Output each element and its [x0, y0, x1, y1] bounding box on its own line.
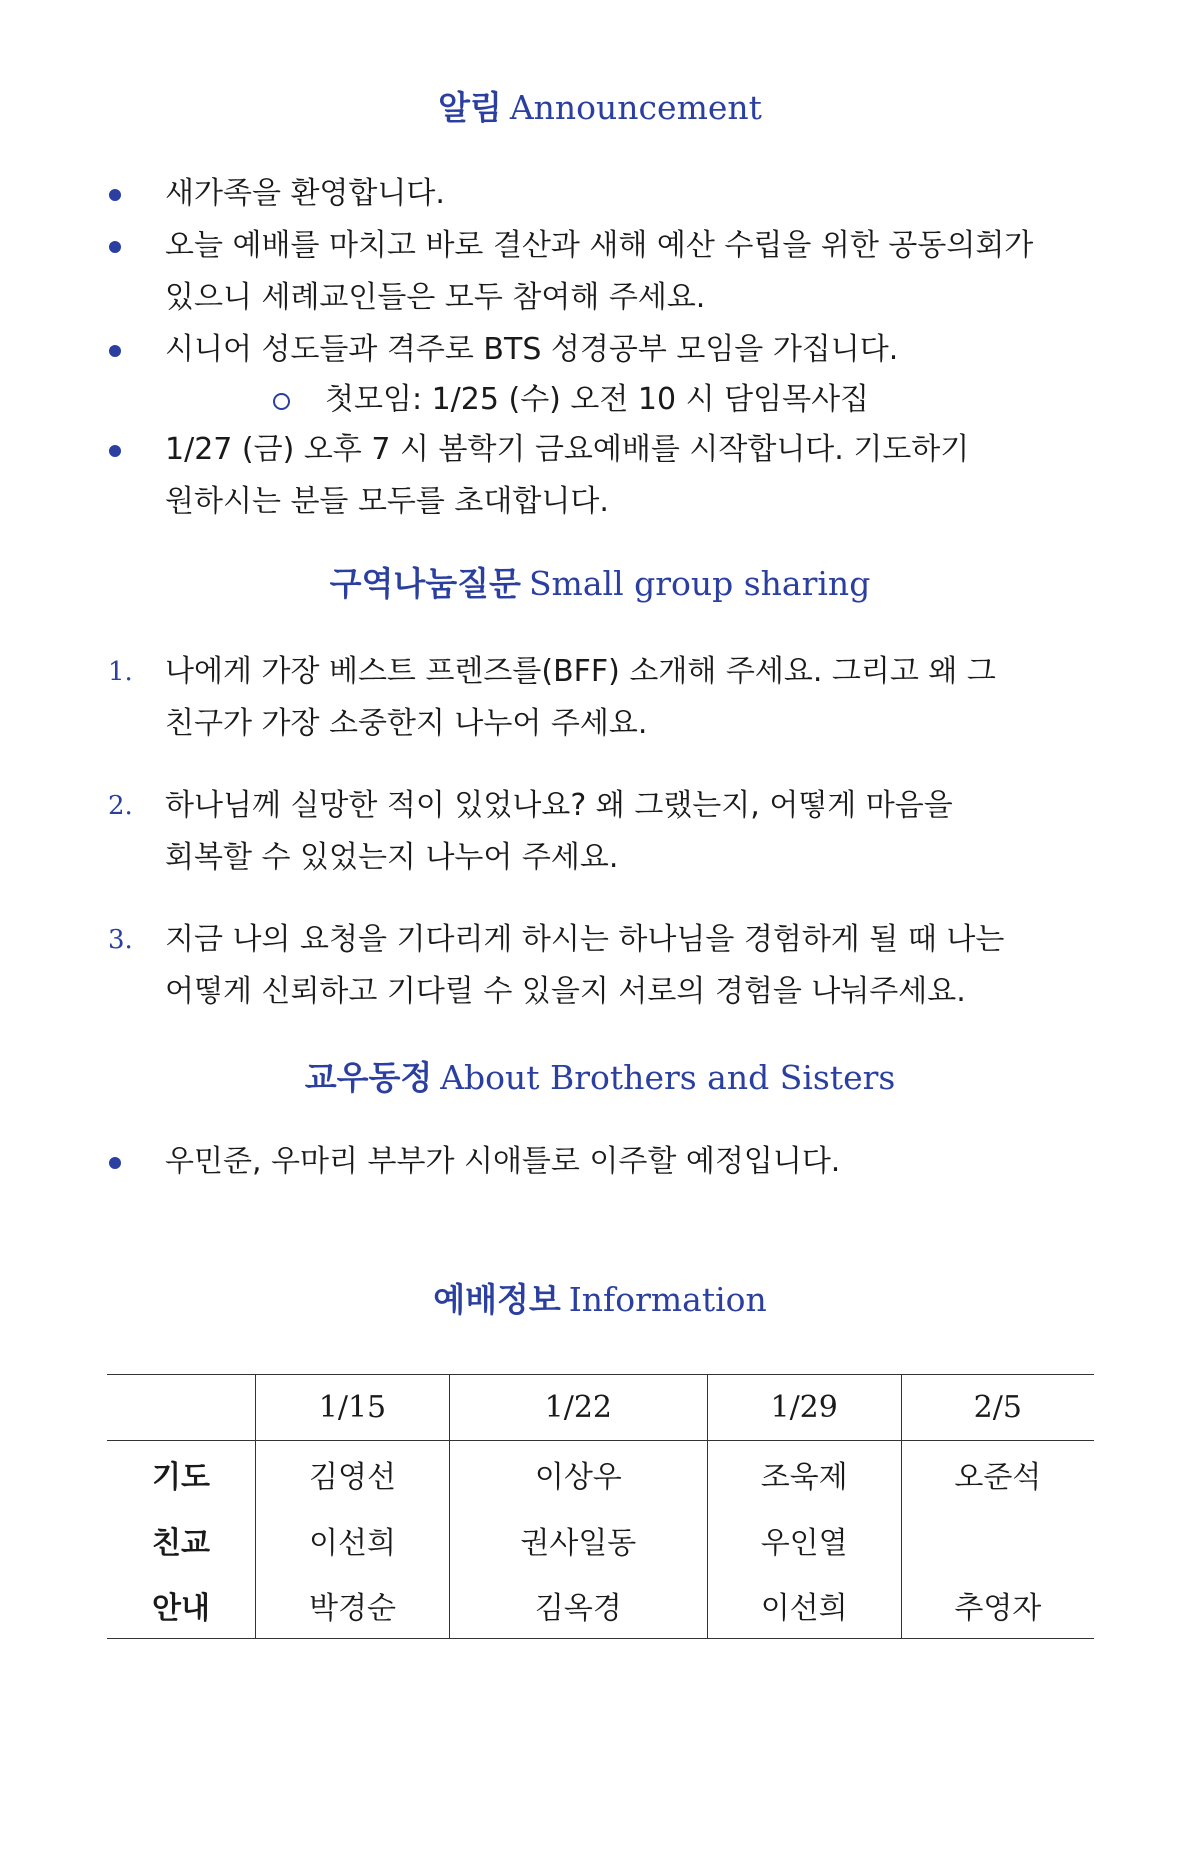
sharing-heading-en: Small group sharing	[528, 564, 871, 603]
announcement-item	[0, 424, 1085, 528]
row-label: 기도	[152, 1459, 210, 1495]
news-line: 우민준, 우마리 부부가 시애틀로 이주할 예정입니다.	[165, 1144, 841, 1179]
announcement-item	[0, 324, 1085, 376]
row-label: 친교	[152, 1525, 210, 1561]
table-cell: 이선희	[256, 1507, 450, 1573]
news-heading-en: About Brothers and Sisters	[440, 1058, 896, 1097]
news-heading	[0, 1056, 1200, 1100]
table-row	[107, 1441, 1094, 1507]
hollow-bullet-icon	[273, 393, 290, 410]
question-line: 어떻게 신뢰하고 기다릴 수 있을지 서로의 경험을 나눠주세요.	[165, 974, 966, 1009]
bullet-icon	[109, 241, 121, 253]
worship-schedule-table	[107, 1374, 1094, 1639]
row-label: 안내	[152, 1591, 210, 1627]
announcement-item	[0, 168, 1085, 220]
info-heading	[0, 1278, 1200, 1322]
table-cell: 박경순	[256, 1573, 450, 1639]
question-line: 지금 나의 요청을 기다리게 하시는 하나님을 경험하게 될 때 나는	[165, 922, 1005, 957]
sharing-list	[0, 646, 1200, 1018]
info-heading-ko: 예배정보	[433, 1280, 561, 1319]
sharing-question	[0, 646, 1085, 750]
table-cell: 추영자	[901, 1573, 1094, 1639]
date-header: 1/15	[256, 1375, 450, 1441]
table-cell: 우인열	[707, 1507, 901, 1573]
announcement-line: 원하시는 분들 모두를 초대합니다.	[165, 484, 609, 519]
announcement-heading-ko: 알림	[438, 88, 502, 127]
announcement-item	[0, 220, 1085, 324]
announcement-line: 있으니 세례교인들은 모두 참여해 주세요.	[165, 280, 706, 315]
announcement-line: 새가족을 환영합니다.	[165, 176, 445, 211]
question-line: 나에게 가장 베스트 프렌즈를(BFF) 소개해 주세요. 그리고 왜 그	[165, 654, 996, 689]
question-line: 친구가 가장 소중한지 나누어 주세요.	[165, 706, 648, 741]
news-heading-ko: 교우동정	[304, 1058, 433, 1097]
date-header: 1/22	[449, 1375, 707, 1441]
date-header: 2/5	[901, 1375, 1094, 1441]
question-line: 회복할 수 있었는지 나누어 주세요.	[165, 840, 619, 875]
table-cell	[901, 1507, 1094, 1573]
sharing-question	[0, 780, 1085, 884]
announcement-list	[0, 168, 1200, 528]
bullet-icon	[109, 189, 121, 201]
news-list	[0, 1136, 1200, 1188]
question-number: 1.	[108, 657, 133, 687]
bullet-icon	[109, 345, 121, 357]
table-row	[107, 1507, 1094, 1573]
sharing-question	[0, 914, 1085, 1018]
table-cell: 이선희	[707, 1573, 901, 1639]
question-number: 3.	[108, 925, 133, 955]
announcement-line: 시니어 성도들과 격주로 BTS 성경공부 모임을 가집니다.	[165, 332, 899, 367]
table-corner-cell	[107, 1375, 256, 1441]
table-cell: 김옥경	[449, 1573, 707, 1639]
table-row	[107, 1573, 1094, 1639]
announcement-heading-en: Announcement	[509, 88, 762, 127]
table-header-row	[107, 1375, 1094, 1441]
table-cell: 조욱제	[707, 1441, 901, 1507]
announcement-subitem-text: 첫모임: 1/25 (수) 오전 10 시 담임목사집	[325, 382, 870, 417]
question-number: 2.	[108, 791, 133, 821]
table-cell: 권사일동	[449, 1507, 707, 1573]
sharing-heading-ko: 구역나눔질문	[329, 564, 521, 603]
announcement-line: 1/27 (금) 오후 7 시 봄학기 금요예배를 시작합니다. 기도하기	[165, 432, 970, 467]
news-item	[0, 1136, 1085, 1188]
bullet-icon	[109, 445, 121, 457]
table-cell: 이상우	[449, 1441, 707, 1507]
date-header: 1/29	[707, 1375, 901, 1441]
announcement-subitem	[0, 376, 1200, 424]
sharing-heading	[0, 562, 1200, 606]
announcement-line: 오늘 예배를 마치고 바로 결산과 새해 예산 수립을 위한 공동의회가	[165, 228, 1034, 263]
table-cell: 오준석	[901, 1441, 1094, 1507]
question-line: 하나님께 실망한 적이 있었나요? 왜 그랬는지, 어떻게 마음을	[165, 788, 953, 823]
bullet-icon	[109, 1157, 121, 1169]
announcement-heading	[0, 86, 1200, 130]
info-heading-en: Information	[568, 1280, 767, 1319]
table-cell: 김영선	[256, 1441, 450, 1507]
